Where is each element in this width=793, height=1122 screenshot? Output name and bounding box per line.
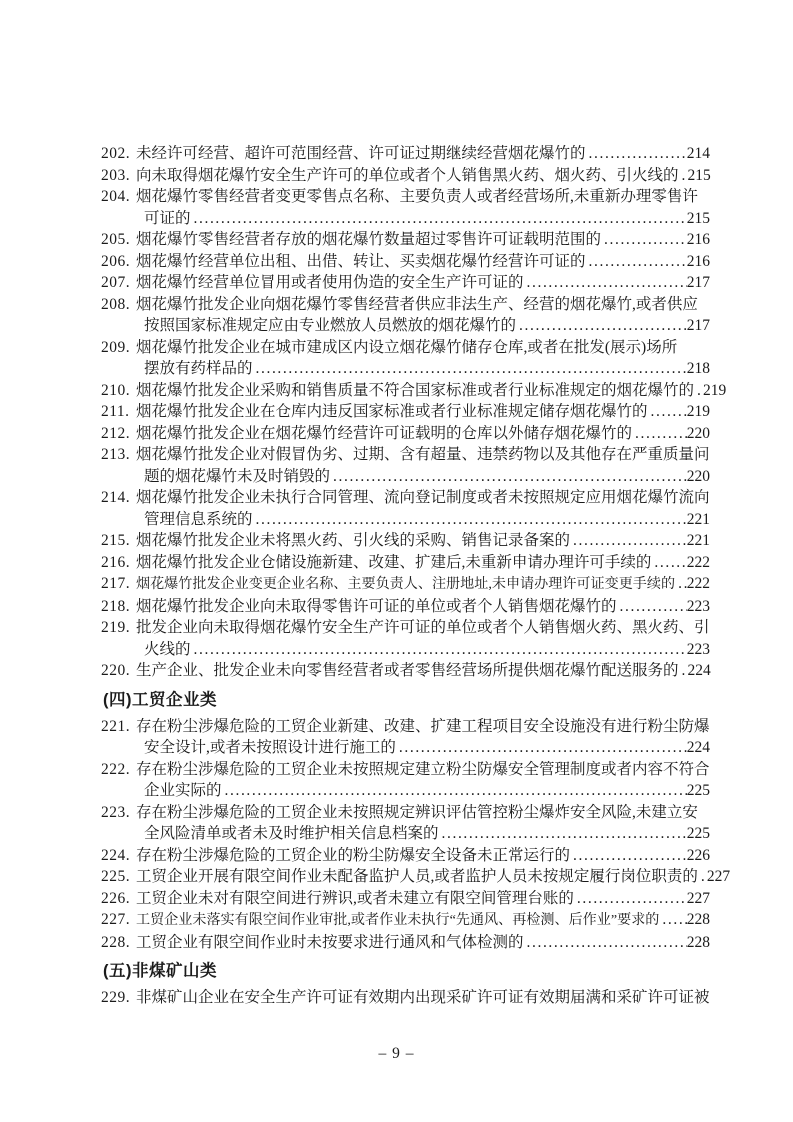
entry-number: 206.	[101, 252, 131, 270]
entry-page: 216	[686, 231, 710, 248]
entry-title: 工贸企业未落实有限空间作业审批,或者作业未执行“先通风、再检测、后作业”要求的	[136, 912, 660, 928]
entry-page: 215	[687, 166, 711, 184]
dot-leader	[396, 737, 687, 759]
entry-number: 224.	[101, 846, 131, 864]
entry-number: 211.	[101, 403, 130, 420]
entry-last-line	[136, 165, 710, 187]
entry-number: 228.	[101, 933, 131, 951]
toc-entry	[101, 802, 710, 845]
entry-page: 216	[686, 252, 710, 270]
toc-entry	[101, 759, 710, 802]
toc-entry	[101, 909, 710, 932]
entry-text-line: 存在粉尘涉爆危险的工贸企业未按照规定建立粉尘防爆安全管理制度或者内容不符合	[136, 760, 710, 778]
entry-number: 209.	[101, 338, 131, 356]
entry-last-line	[136, 639, 710, 661]
dot-leader	[570, 530, 687, 552]
dot-leader	[651, 552, 686, 574]
entry-page: 217	[686, 274, 710, 291]
entry-body	[136, 759, 710, 802]
entry-last-line	[136, 845, 710, 867]
toc-entry	[101, 444, 710, 487]
dot-leader	[439, 823, 687, 845]
toc-entry	[101, 932, 710, 954]
entry-body	[136, 552, 710, 574]
toc-entry	[101, 272, 710, 294]
entry-last-line	[136, 272, 710, 294]
entry-number: 203.	[101, 166, 131, 184]
entry-number: 229.	[101, 989, 131, 1006]
entry-number: 208.	[101, 295, 131, 313]
entry-body	[136, 423, 710, 445]
toc-entry	[101, 987, 710, 1009]
entry-body	[136, 143, 710, 165]
entry-body	[136, 802, 710, 845]
entry-last-line	[136, 358, 710, 380]
entry-title: 烟花爆竹经营单位冒用或者使用伪造的安全生产许可证的	[136, 274, 524, 291]
entry-title: 存在粉尘涉爆危险的工贸企业的粉尘防爆安全设备未正常运行的	[136, 846, 571, 864]
entry-last-line	[136, 909, 710, 932]
entry-number: 218.	[101, 597, 131, 615]
entry-title: 烟花爆竹批发企业向未取得零售许可证的单位或者个人销售烟花爆竹的	[136, 597, 617, 615]
toc-entry	[101, 337, 710, 380]
entry-page: 223	[686, 597, 710, 615]
toc-entry	[101, 660, 710, 682]
toc-entry	[101, 845, 710, 867]
entry-body	[136, 401, 710, 423]
entry-page: 225	[686, 825, 710, 842]
toc-entry	[101, 487, 710, 530]
entry-page: 227	[706, 868, 731, 885]
entry-title: 烟花爆竹批发企业仓储设施新建、改建、扩建后,未重新申请办理许可手续的	[136, 553, 652, 571]
dot-leader	[524, 932, 687, 954]
entry-last-line	[136, 423, 710, 445]
entry-text-line: 存在粉尘涉爆危险的工贸企业新建、改建、扩建工程项目安全设施没有进行粉尘防爆	[136, 717, 710, 735]
entry-body	[136, 337, 710, 380]
toc-entry	[101, 552, 710, 574]
entry-page: 223	[686, 640, 710, 658]
entry-last-line	[136, 208, 710, 230]
entry-number: 225.	[101, 868, 131, 885]
entry-title: 工贸企业未对有限空间进行辨识,或者未建立有限空间管理台账的	[136, 889, 574, 907]
entry-number: 227.	[101, 911, 131, 928]
entry-body	[136, 229, 710, 251]
entry-page: 222	[686, 575, 710, 592]
dot-leader	[601, 229, 687, 251]
entry-last-line	[136, 823, 710, 845]
entry-body	[136, 380, 727, 402]
toc-entry	[101, 165, 710, 187]
entry-body	[136, 987, 710, 1009]
entry-last-line	[136, 143, 710, 165]
entry-last-line	[136, 660, 710, 682]
entry-title: 企业实际的	[144, 782, 222, 799]
entry-title: 烟花爆竹批发企业在烟花爆竹经营许可证载明的仓库以外储存烟花爆竹的	[136, 424, 633, 442]
entry-title: 烟花爆竹零售经营者存放的烟花爆竹数量超过零售许可证载明范围的	[136, 231, 602, 248]
entry-title: 按照国家标准规定应由专业燃放人员燃放的烟花爆竹的	[144, 317, 517, 334]
entry-title: 烟花爆竹批发企业在仓库内违反国家标准或者行业标准规定储存烟花爆竹的	[136, 403, 648, 420]
entry-text-line: 批发企业向未取得烟花爆竹安全生产许可证的单位或者个人销售烟火药、黑火药、引	[136, 619, 710, 636]
entry-page: 227	[686, 889, 710, 907]
entry-title: 烟花爆竹批发企业未将黑火药、引火线的采购、销售记录备案的	[136, 532, 571, 549]
dot-leader	[659, 909, 686, 931]
entry-title: 工贸企业开展有限空间作业未配备监护人员,或者监护人员未按规定履行岗位职责的	[136, 868, 698, 885]
entry-page: 221	[686, 510, 710, 528]
entry-page: 221	[686, 532, 710, 549]
entry-number: 215.	[101, 532, 131, 549]
dot-leader	[698, 866, 707, 888]
entry-text-line: 烟花爆竹批发企业未执行合同管理、流向登记制度或者未按照规定应用烟花爆竹流向	[136, 489, 710, 506]
toc-entry	[101, 573, 710, 596]
entry-number: 207.	[101, 274, 131, 291]
entry-body	[136, 487, 710, 530]
dot-leader	[524, 272, 687, 294]
entry-number: 220.	[101, 662, 131, 679]
dot-leader	[516, 315, 687, 337]
entry-last-line	[136, 509, 710, 531]
entry-last-line	[136, 932, 710, 954]
entry-title: 未经许可经营、超许可范围经营、许可证过期继续经营烟花爆竹的	[136, 145, 586, 162]
entry-body	[136, 251, 710, 273]
entry-page: 219	[686, 403, 710, 420]
entry-number: 210.	[101, 381, 131, 399]
entry-title: 工贸企业有限空间作业时未按要求进行通风和气体检测的	[136, 933, 524, 951]
entry-number: 204.	[101, 188, 131, 205]
entry-last-line	[136, 573, 710, 596]
entry-title: 非煤矿山企业在安全生产许可证有效期内出现采矿许可证有效期届满和采矿许可证被	[136, 989, 710, 1006]
entry-body	[136, 294, 710, 337]
entry-page: 220	[686, 467, 710, 485]
entry-last-line	[136, 380, 727, 402]
dot-leader	[675, 573, 687, 595]
entry-body	[136, 596, 710, 618]
toc-entry	[101, 617, 710, 660]
toc-entry	[101, 888, 710, 910]
toc-entry	[101, 596, 710, 618]
entry-number: 213.	[101, 446, 131, 463]
dot-leader	[191, 208, 687, 230]
entry-title: 烟花爆竹批发企业变更企业名称、主要负责人、注册地址,未申请办理许可证变更手续的	[136, 576, 676, 592]
entry-body	[136, 866, 731, 888]
toc-entry	[101, 423, 710, 445]
entry-page: 228	[686, 911, 710, 928]
entry-body	[136, 165, 710, 187]
entry-page: 224	[686, 739, 710, 756]
entry-number: 226.	[101, 889, 131, 907]
toc-entry	[101, 251, 710, 273]
toc-entry	[101, 294, 710, 337]
entry-number: 223.	[101, 803, 131, 821]
dot-leader	[586, 251, 687, 273]
entry-text-line: 烟花爆竹批发企业在城市建成区内设立烟花爆竹储存仓库,或者在批发(展示)场所	[136, 338, 678, 356]
entry-title: 火线的	[144, 640, 191, 658]
dot-leader	[617, 596, 687, 618]
dot-leader	[679, 165, 688, 187]
entry-last-line	[136, 251, 710, 273]
entry-body	[136, 932, 710, 954]
toc-entry	[101, 530, 710, 552]
entry-number: 221.	[101, 717, 131, 735]
entry-last-line	[136, 466, 710, 488]
entry-last-line	[136, 737, 710, 759]
dot-leader	[570, 845, 687, 867]
entry-number: 219.	[101, 619, 131, 636]
dot-leader	[648, 401, 687, 423]
entry-last-line	[136, 530, 710, 552]
entry-title: 题的烟花爆竹未及时销毁的	[144, 467, 331, 485]
entry-body	[136, 444, 710, 487]
entry-text-line: 烟花爆竹批发企业向烟花爆竹零售经营者供应非法生产、经营的烟花爆竹,或者供应	[136, 295, 698, 313]
entry-body	[136, 617, 710, 660]
entry-last-line	[136, 315, 710, 337]
entry-number: 222.	[101, 760, 131, 778]
dot-leader	[222, 780, 687, 802]
entry-page: 220	[686, 424, 710, 442]
entry-body	[136, 186, 710, 229]
dot-leader	[586, 143, 687, 165]
entry-last-line	[136, 780, 710, 802]
section-header: (四)工贸企业类	[103, 690, 217, 709]
entry-body	[136, 845, 710, 867]
entry-page: 224	[687, 662, 711, 679]
toc-entry	[101, 380, 727, 402]
entry-last-line	[136, 229, 710, 251]
dot-leader	[679, 660, 688, 682]
entry-last-line	[136, 866, 731, 888]
entry-title: 烟花爆竹批发企业采购和销售质量不符合国家标准或者行业标准规定的烟花爆竹的	[136, 381, 695, 399]
entry-page: 219	[703, 381, 727, 399]
dot-leader	[330, 466, 687, 488]
entry-page: 225	[686, 782, 710, 799]
entry-page: 226	[686, 846, 710, 864]
section-header: (五)非煤矿山类	[103, 962, 217, 980]
entry-body	[136, 530, 710, 552]
entry-title: 全风险清单或者未及时维护相关信息档案的	[144, 825, 439, 842]
entry-body	[136, 573, 710, 596]
entry-last-line	[136, 987, 710, 1009]
entry-text-line: 烟花爆竹零售经营者变更零售点名称、主要负责人或者经营场所,未重新办理零售许	[136, 188, 698, 205]
entry-body	[136, 888, 710, 910]
dot-leader	[253, 358, 687, 380]
entry-last-line	[136, 401, 710, 423]
entry-title: 生产企业、批发企业未向零售经营者或者零售经营场所提供烟花爆竹配送服务的	[136, 662, 679, 679]
entry-title: 可证的	[144, 209, 191, 227]
entry-page: 218	[686, 360, 710, 377]
toc-entry	[101, 229, 710, 251]
dot-leader	[694, 380, 703, 402]
page-number: – 9 –	[378, 1045, 415, 1062]
entry-title: 烟花爆竹经营单位出租、出借、转让、买卖烟花爆竹经营许可证的	[136, 252, 586, 270]
entry-body	[136, 660, 710, 682]
entry-text-line: 存在粉尘涉爆危险的工贸企业未按照规定辨识评估管控粉尘爆炸安全风险,未建立安	[136, 803, 698, 821]
entry-page: 215	[686, 209, 710, 227]
entry-body	[136, 272, 710, 294]
dot-leader	[253, 509, 687, 531]
dot-leader	[191, 639, 687, 661]
entry-title: 管理信息系统的	[144, 510, 253, 528]
dot-leader	[632, 423, 687, 445]
entry-text-line: 烟花爆竹批发企业对假冒伪劣、过期、含有超量、违禁药物以及其他存在严重质量问	[136, 446, 710, 463]
entry-last-line	[136, 552, 710, 574]
entry-number: 216.	[101, 553, 131, 571]
entry-page: 228	[686, 933, 710, 951]
dot-leader	[574, 888, 687, 910]
toc-entry	[101, 716, 710, 759]
entry-number: 212.	[101, 424, 131, 442]
entry-body	[136, 716, 710, 759]
entry-page: 217	[686, 317, 710, 334]
entry-page: 222	[686, 553, 710, 571]
toc-list	[101, 143, 731, 1009]
entry-number: 217.	[101, 575, 131, 592]
entry-body	[136, 909, 710, 932]
entry-number: 214.	[101, 489, 131, 506]
toc-entry	[101, 401, 710, 423]
entry-title: 安全设计,或者未按照设计进行施工的	[144, 739, 396, 756]
entry-title: 向未取得烟花爆竹安全生产许可的单位或者个人销售黑火药、烟火药、引火线的	[136, 166, 679, 184]
entry-last-line	[136, 596, 710, 618]
entry-last-line	[136, 888, 710, 910]
toc-entry	[101, 866, 731, 888]
entry-number: 205.	[101, 231, 131, 248]
entry-page: 214	[686, 145, 710, 162]
toc-entry	[101, 143, 710, 165]
toc-entry	[101, 186, 710, 229]
entry-title: 摆放有药样品的	[144, 360, 253, 377]
entry-number: 202.	[101, 145, 131, 162]
